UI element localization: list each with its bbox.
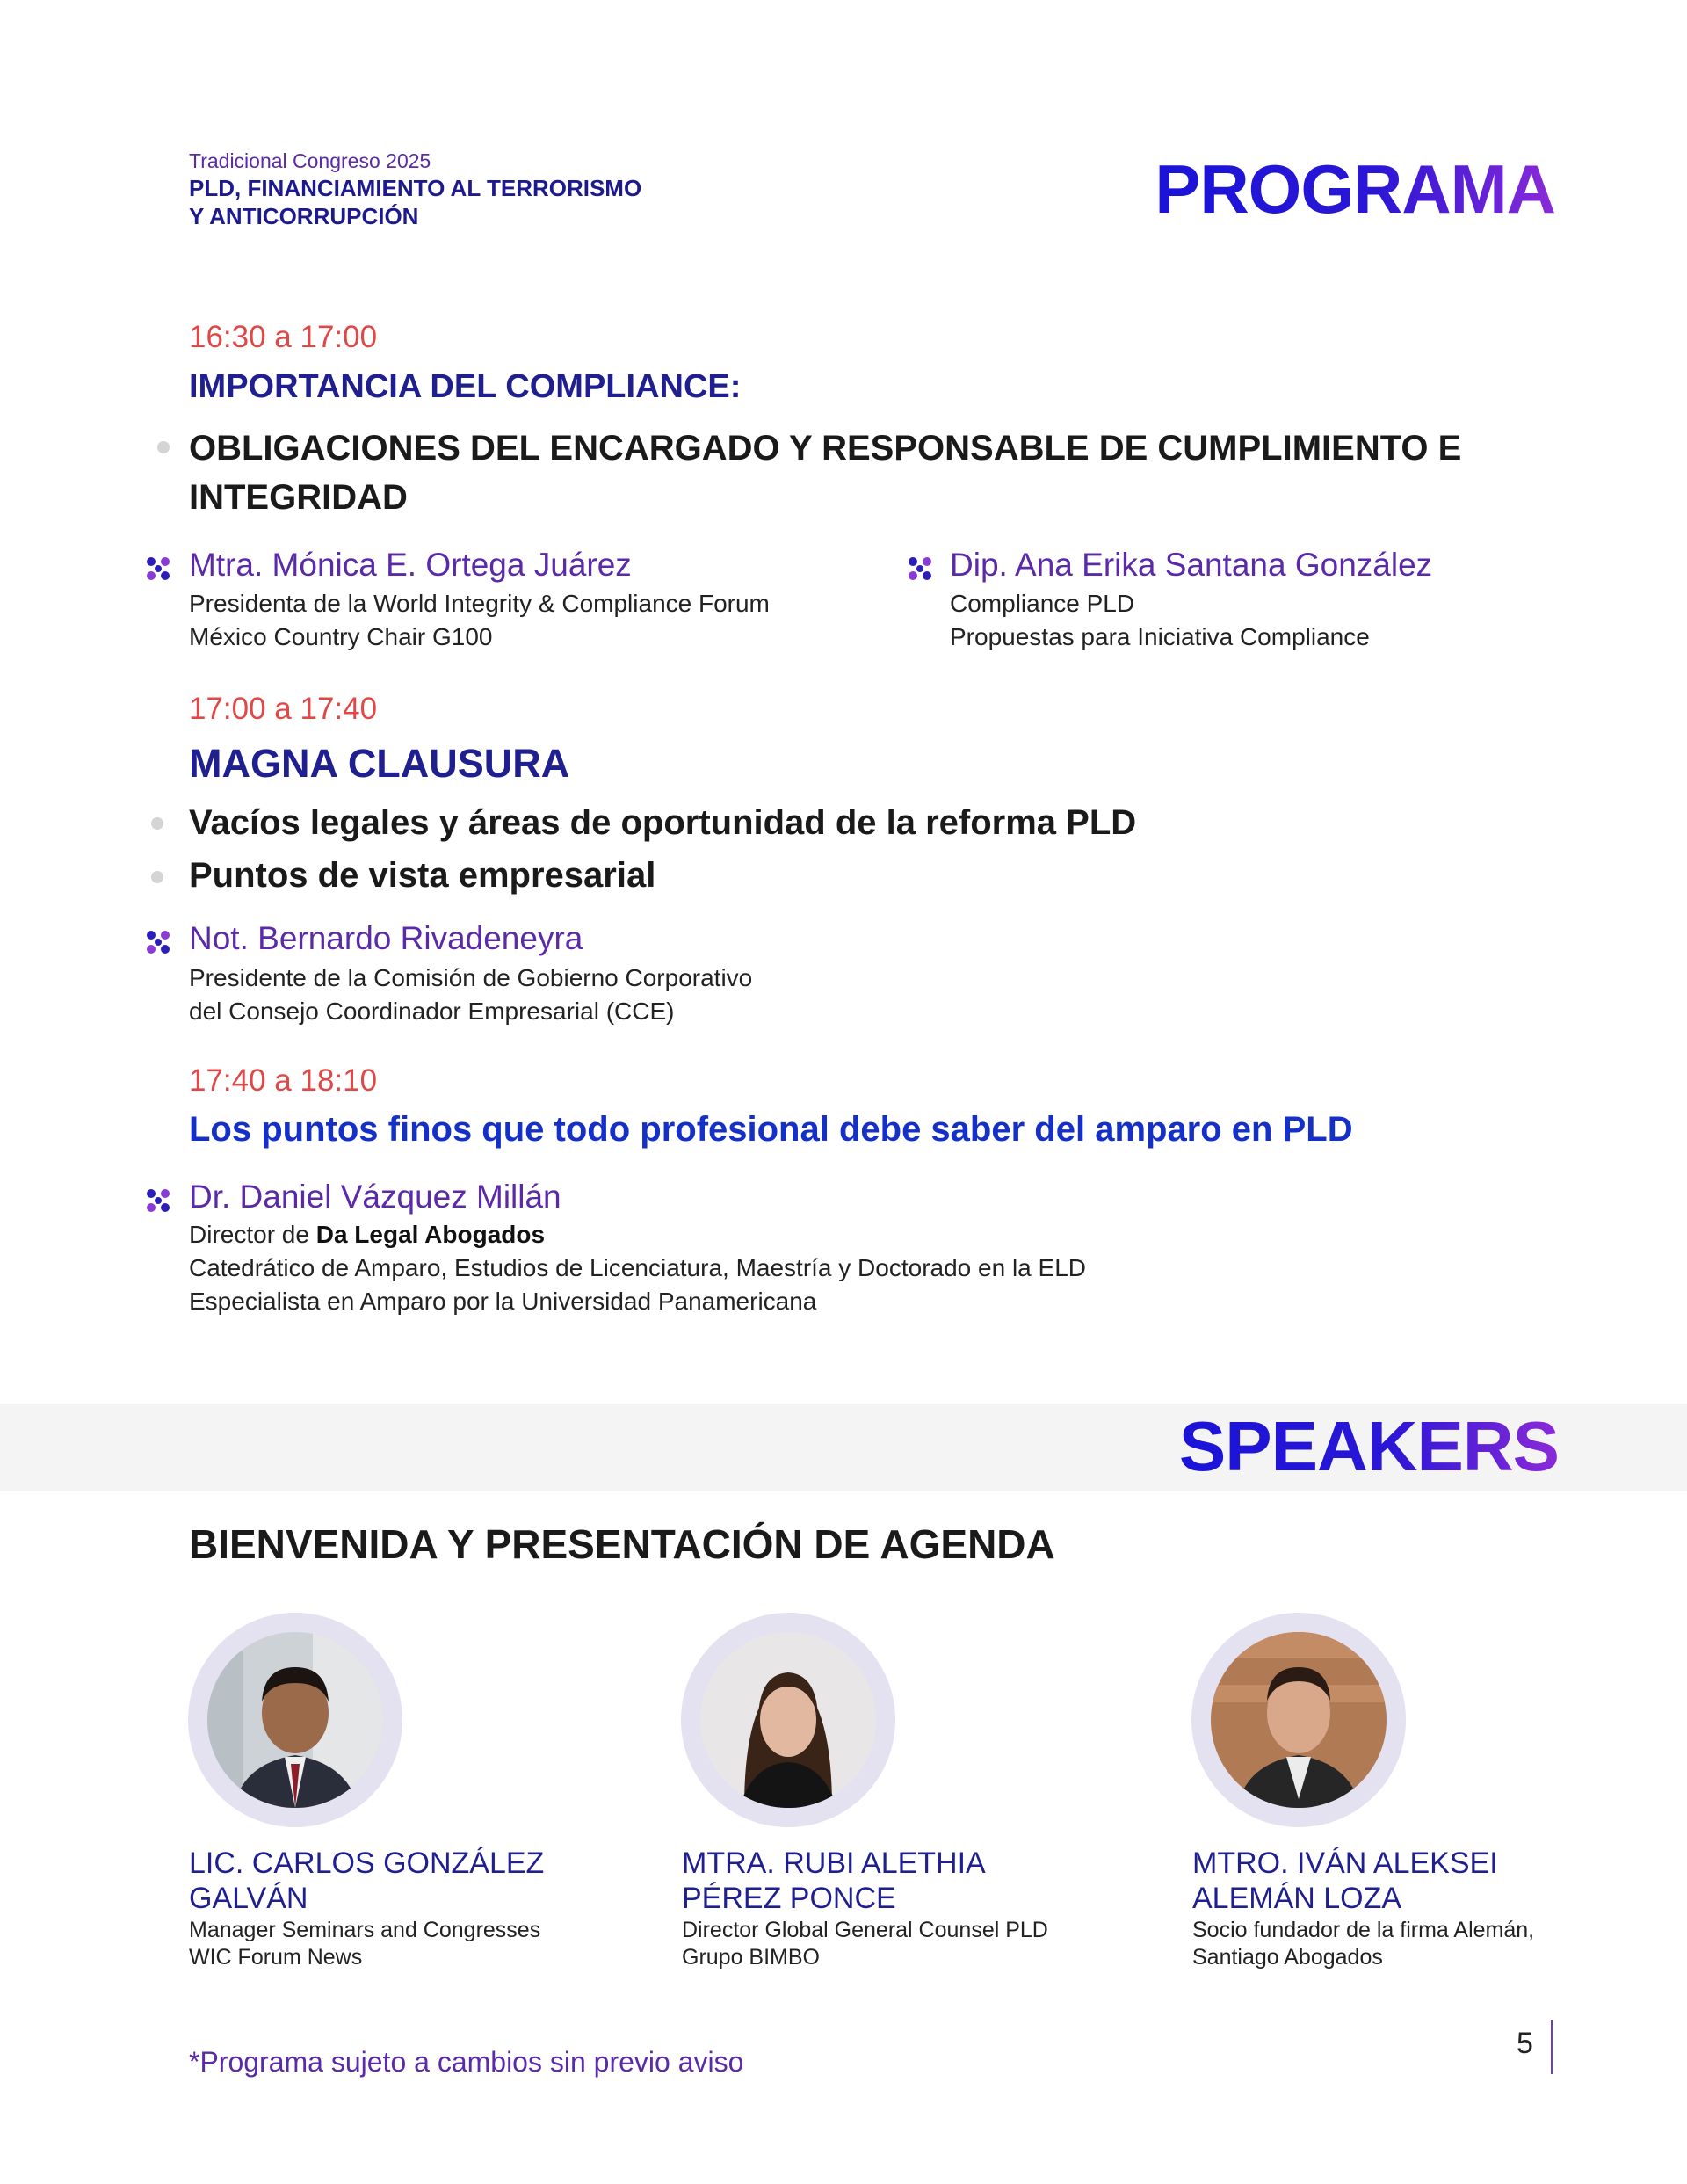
- speaker-role: Propuestas para Iniciativa Compliance: [950, 623, 1370, 650]
- session-bullet: Puntos de vista empresarial: [189, 856, 656, 895]
- event-title-line1: PLD, FINANCIAMIENTO AL TERRORISMO: [189, 175, 642, 201]
- speaker-name: Dr. Daniel Vázquez Millán: [189, 1179, 561, 1215]
- speaker-role: México Country Chair G100: [189, 623, 493, 650]
- bullet-dot: [151, 871, 163, 883]
- card-name: MTRO. IVÁN ALEKSEI: [1192, 1847, 1498, 1880]
- speaker-name: Not. Bernardo Rivadeneyra: [189, 920, 583, 956]
- card-name: MTRA. RUBI ALETHIA: [682, 1847, 986, 1880]
- speaker-dots-icon: [143, 927, 173, 957]
- bullet-dot: [157, 441, 170, 453]
- disclaimer-note: *Programa sujeto a cambios sin previo aviso: [189, 2046, 744, 2078]
- session-bullet: Vacíos legales y áreas de oportunidad de la reforma PLD: [189, 803, 1137, 842]
- event-eyebrow: Tradicional Congreso 2025: [189, 149, 431, 172]
- firm-name: Da Legal Abogados: [315, 1221, 546, 1248]
- speaker-role: Catedrático de Amparo, Estudios de Licenciatura, Maestría y Doctorado en la ELD: [189, 1254, 1086, 1281]
- page-number: 5: [1517, 2027, 1533, 2060]
- speaker-name: Mtra. Mónica E. Ortega Juárez: [189, 547, 632, 583]
- speaker-role: Compliance PLD: [950, 590, 1135, 617]
- event-title-line2: Y ANTICORRUPCIÓN: [189, 203, 419, 229]
- session-heading: Los puntos finos que todo profesional debe saber del amparo en PLD: [189, 1110, 1353, 1149]
- card-role: Grupo BIMBO: [682, 1945, 820, 1970]
- programa-title: PROGRAMA: [1155, 150, 1555, 228]
- speaker-photo: [207, 1632, 383, 1808]
- card-role: Director Global General Counsel PLD: [682, 1918, 1048, 1942]
- speaker-role: Director de Da Legal Abogados: [189, 1221, 546, 1248]
- session-bullet: OBLIGACIONES DEL ENCARGADO Y RESPONSABLE DE CUMPLIMIENTO E INTEGRIDAD: [189, 429, 1462, 517]
- speakers-title: SPEAKERS: [1178, 1407, 1559, 1485]
- page-divider: [1551, 2020, 1553, 2074]
- speaker-role: Presidente de la Comisión de Gobierno Corporativo: [189, 964, 753, 991]
- bullet-dot: [151, 817, 163, 830]
- card-role: WIC Forum News: [189, 1945, 363, 1970]
- speaker-avatar: [1191, 1613, 1406, 1827]
- card-name: ALEMÁN LOZA: [1192, 1882, 1402, 1915]
- speaker-role: Presidenta de la World Integrity & Compliance Forum: [189, 590, 770, 617]
- speaker-dots-icon: [905, 554, 935, 584]
- agenda-subtitle: BIENVENIDA Y PRESENTACIÓN DE AGENDA: [189, 1521, 1055, 1567]
- speaker-name: Dip. Ana Erika Santana González: [950, 547, 1433, 583]
- session-time: 17:40 a 18:10: [189, 1063, 378, 1098]
- speaker-role: del Consejo Coordinador Empresarial (CCE): [189, 998, 675, 1025]
- speaker-avatar: [681, 1613, 895, 1827]
- card-role: Manager Seminars and Congresses: [189, 1918, 541, 1942]
- speaker-dots-icon: [143, 1186, 173, 1215]
- speaker-photo: [700, 1632, 876, 1808]
- session-heading: MAGNA CLAUSURA: [189, 741, 570, 786]
- speaker-avatar: [188, 1613, 402, 1827]
- speaker-dots-icon: [143, 554, 173, 584]
- card-role: Santiago Abogados: [1192, 1945, 1383, 1970]
- session-time: 16:30 a 17:00: [189, 320, 378, 354]
- session-heading: IMPORTANCIA DEL COMPLIANCE:: [189, 368, 742, 405]
- card-role: Socio fundador de la firma Alemán,: [1192, 1918, 1535, 1942]
- card-name: LIC. CARLOS GONZÁLEZ: [189, 1847, 545, 1880]
- session-time: 17:00 a 17:40: [189, 692, 378, 726]
- speaker-role: Especialista en Amparo por la Universidad Panamericana: [189, 1288, 817, 1315]
- speaker-photo: [1211, 1632, 1387, 1808]
- card-name: GALVÁN: [189, 1882, 308, 1915]
- card-name: PÉREZ PONCE: [682, 1882, 896, 1915]
